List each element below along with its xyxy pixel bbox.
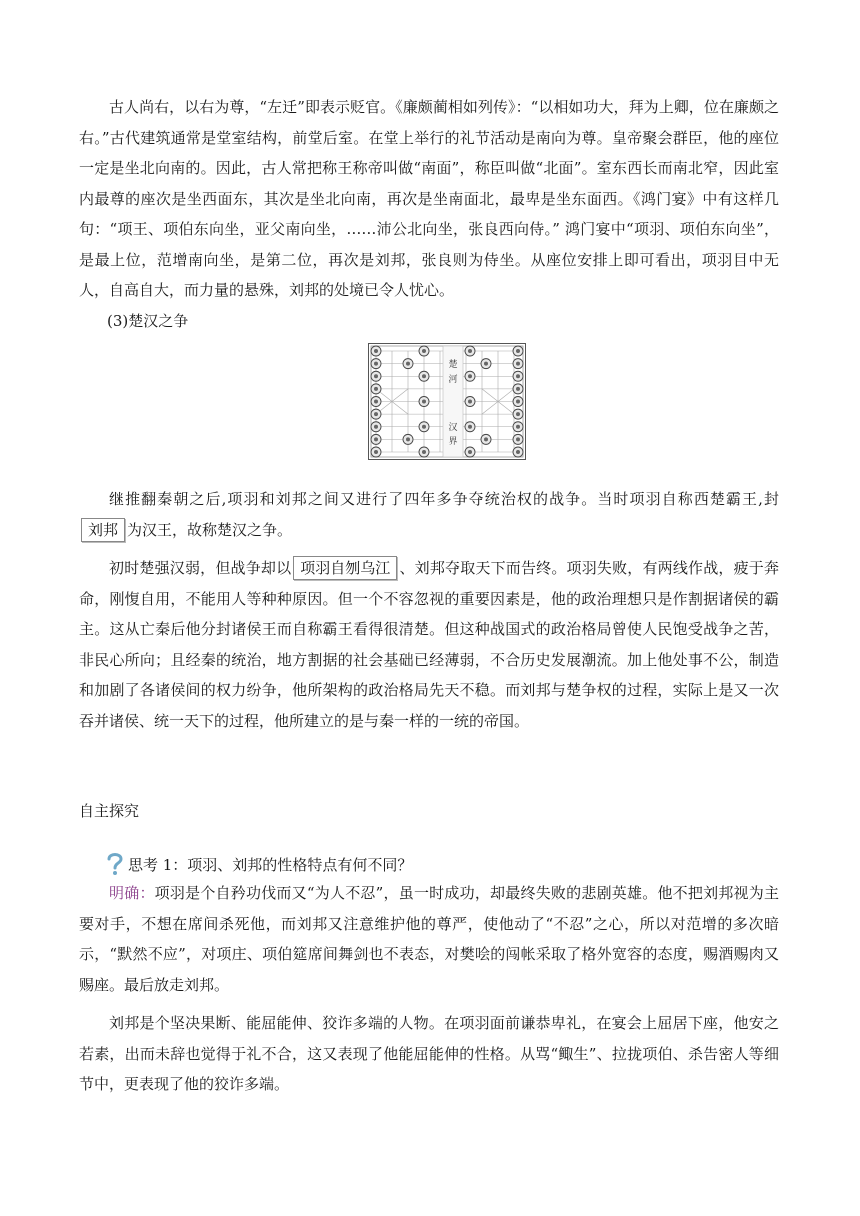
board-label-he: 河 [448,375,458,385]
chess-piece-mark [468,450,472,454]
para2-text-before: 继推翻秦朝之后,项羽和刘邦之间又进行了四年多争夺统治权的战争。当时项羽自称西楚霸王,封 [109,490,779,508]
chess-piece-mark [374,362,378,366]
board-label-chu: 楚 [448,360,458,370]
answer-xiangyu [79,878,779,1000]
paragraph-xiangyu-failure [79,553,779,736]
chess-piece-mark [422,349,426,353]
para3-text-before: 初时楚强汉弱，但战争却以 [109,559,292,577]
chess-piece-mark [516,425,520,429]
chess-piece-mark [422,374,426,378]
chess-piece-mark [484,437,488,441]
chess-piece-mark [374,437,378,441]
board-label-jie: 界 [448,437,458,447]
chess-piece-mark [516,412,520,416]
section-title-chu-han: (3)楚汉之争 [107,312,189,330]
chess-piece-mark [374,412,378,416]
answer-liubang: 刘邦是个坚决果断、能屈能伸、狡诈多端的人物。在项羽面前谦恭卑礼，在宴会上屈居下座，他安之若素，出而未辞也觉得于礼不合，这又表现了他能屈能伸的性格。从骂“鲰生”、拉拢项伯、杀告密人等细节中，更表现了他的狡诈多端。 [79,1014,779,1093]
chess-piece-mark [516,374,520,378]
paragraph-chu-han-war [79,484,779,545]
chess-piece-mark [468,400,472,404]
para2-text-after: 为汉王，故称楚汉之争。 [127,520,293,539]
chess-board-image [368,343,526,460]
chess-piece-mark [374,374,378,378]
para3-text-after: 、刘邦夺取天下而告终。项羽失败，有两线作战，疲于奔命，刚愎自用，不能用人等种种原因。但一个不容忽视的重要因素是，他的政治理想只是作割据诸侯的霸主。这从亡秦后他分封诸侯王而自称霸王看得很清楚。但这种战国式的政治格局曾使人民饱受战争之苦，非民心所向；且经秦的统治，地方割据的社会基础已经薄弱，不合历史发展潮流。加上他处事不公，制造和加剧了各诸侯间的权力纷争，他所架构的政治格局先天不稳。而刘邦与楚争权的过程，实际上是又一次吞并诸侯、统一天下的过程，他所建立的是与秦一样的一统的帝国。 [79,559,779,730]
chess-piece-mark [374,349,378,353]
annotation-box-liubang: 刘邦 [81,518,125,542]
answer-xiangyu-text: 项羽是个自矜功伐而又“为人不忍”，虽一时成功，却最终失败的悲剧英雄。他不把刘邦视为主要对手，不想在席间杀死他，而刘邦又注意维护他的尊严，使他动了“不忍”之心，所以对范增的多次暗示，“默然不应”，对项庄、项伯筵席间舞剑也不表态，对樊哙的闯帐采取了格外宽容的态度，赐酒赐肉又赐座。最后放走刘邦。 [79,884,779,994]
chess-piece-mark [484,362,488,366]
chess-piece-mark [374,400,378,404]
chess-piece-mark [422,425,426,429]
chess-piece-mark [516,437,520,441]
question-1 [104,850,412,876]
chess-piece-mark [422,400,426,404]
paragraph-seating-etiquette: 古人尚右，以右为尊，“左迁”即表示贬官。《廉颇蔺相如列传》：“以相如功大，拜为上卿，位在廉颇之右。”古代建筑通常是堂室结构，前堂后室。在堂上举行的礼节活动是南向为尊。皇帝聚会群臣，他的座位一定是坐北向南的。因此，古人常把称王称帝叫做“南面”，称臣叫做“北面”。室东西长而南北窄，因此室内最尊的座次是坐西面东，其次是坐北向南，再次是坐南面北，最卑是坐东面西。《鸿门宴》中有这样几句：“项王、项伯东向坐，亚父南向坐，……沛公北向坐，张良西向侍。” 鸿门宴中“项羽、项伯东向坐”，是最上位，范增南向坐，是第二位，再次是刘邦，张良则为侍坐。从座位安排上即可看出，项羽目中无人，自高自大，而力量的悬殊，刘邦的处境已令人忧心。 [79,98,779,299]
chess-piece-mark [374,450,378,454]
chess-piece-mark [468,425,472,429]
answer-label: 明确： [109,884,155,902]
question-1-text: 思考 1：项羽、刘邦的性格特点有何不同？ [128,856,413,874]
chess-piece-mark [516,362,520,366]
chess-piece-mark [468,349,472,353]
chess-piece-mark [406,437,410,441]
board-label-han: 汉 [448,423,458,433]
chess-piece-mark [468,374,472,378]
question-mark-icon [104,850,126,876]
chess-piece-mark [516,400,520,404]
chess-piece-mark [516,387,520,391]
chess-piece-mark [422,450,426,454]
annotation-box-xiangyu-suicide: 项羽自刎乌江 [293,556,397,580]
chess-piece-mark [516,349,520,353]
chess-piece-mark [406,362,410,366]
chess-piece-mark [374,425,378,429]
heading-self-exploration: 自主探究 [79,802,140,820]
chess-piece-mark [516,450,520,454]
chess-piece-mark [374,387,378,391]
